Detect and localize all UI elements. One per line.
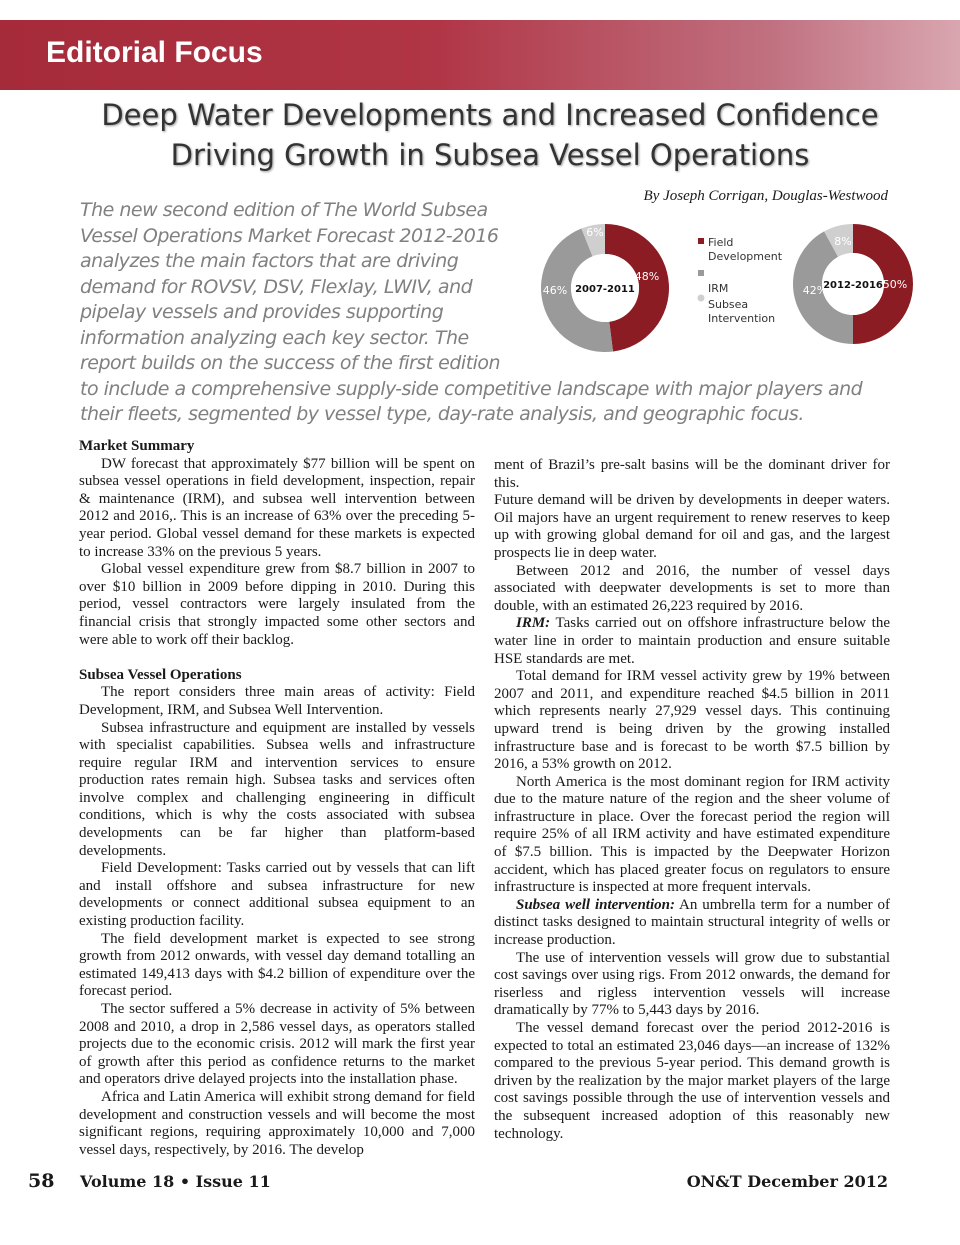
legend-label-int-2: Intervention xyxy=(708,312,776,325)
paragraph: The report considers three main areas of activity: Field Development, IRM, and Subsea Well Intervention. xyxy=(79,684,475,718)
paragraph: ment of Brazil’s pre-salt basins will be the dominant driver for this. xyxy=(494,457,890,491)
paragraph: Global vessel expenditure grew from $8.7 billion in 2007 to over $10 billion in 2009 before dipping in 2010. During this period, vessel contractors were largely insulated from the financial crisis that strongly impacted some other sectors and were able to work off their backlog. xyxy=(79,561,475,648)
legend-swatch-irm xyxy=(698,270,704,276)
paragraph: North America is the most dominant region for IRM activity due to the mature nature of the region and the sheer volume of infrastructure in place. Over the forecast period the region will require 25% of all IRM activity and have estimated expenditure of $7.5 billion. This is impacted by the Deepwater Horizon accident, which has placed greater focus on regulators to ensure infrastructure is inspected at more frequent intervals. xyxy=(494,773,890,896)
paragraph: Subsea infrastructure and equipment are installed by vessels with specialist capabilities. Subsea wells and infrastructure require regular IRM and intervention services to ensure production rates remain high. Subsea tasks and services often involve complex and challenging engineering in difficult conditions, which is why the costs associated with subsea developments can be far higher than platform-based developments. xyxy=(79,719,475,859)
legend-swatch-intervention xyxy=(698,295,705,302)
lead-in-irm: IRM: xyxy=(516,615,551,632)
left-column xyxy=(79,438,475,1159)
legend-label-field-2: Development xyxy=(708,250,783,263)
paragraph: Field Development: Tasks carried out by vessels that can lift and install offshore and subsea infrastructure for new developments or connect additional subsea equipment to an existing production facility. xyxy=(79,860,475,930)
page-footer xyxy=(0,1170,960,1194)
donut-chart-2012-2016 xyxy=(793,224,913,344)
paragraph: Africa and Latin America will exhibit strong demand for field development and construction vessels and will become the most significant regions, requiring approximately 10,000 and 7,000 vessel days, respectively, by 2016. The develop xyxy=(79,1088,475,1158)
intro-text: The new second edition of The World Subsea Vessel Operations Market Forecast 2012-2016 analyzes the main factors that are driving demand for ROVSV, DSV, Flexlay, LWIV, and pipelay vessels and provides supporting information analyzing each key sector. The report builds on the success of the first edition to include a comprehensive supply-side competitive landscape with major players and their fleets, segmented by vessel type, day-rate analysis, and geographic focus. xyxy=(80,199,863,425)
paragraph-irm: IRM: Tasks carried out on offshore infrastructure below the water line in order to maintain production and ensure suitable HSE standards are met. xyxy=(494,615,890,667)
legend-label-int-1: Subsea xyxy=(708,298,749,311)
article-headline xyxy=(40,95,940,175)
publication-date: ON&T December 2012 xyxy=(686,1172,888,1191)
headline-line-1: Deep Water Developments and Increased Confidence xyxy=(101,98,879,132)
page-number: 58 xyxy=(28,1170,55,1192)
heading-market-summary: Market Summary xyxy=(79,438,195,454)
issue-info: Volume 18 • Issue 11 xyxy=(80,1172,271,1191)
donut-center-label: 2012-2016 xyxy=(823,280,883,291)
donut-data-label: 8% xyxy=(834,235,852,248)
paragraph: Total demand for IRM vessel activity grew by 19% between 2007 and 2011, and expenditure reached $4.5 billion in 2011 which represents nearly 27,929 vessel days. This continuing upward trend is being driven by the growing installed infrastructure base and is forecast to be worth $7.5 billion by 2016, a 53% growth on 2012. xyxy=(494,668,890,773)
paragraph: DW forecast that approximately $77 billion will be spent on subsea vessel operations in field development, inspection, repair & maintenance (IRM), and subsea well intervention between 2012 and 2016,. This is an increase of 63% over the preceding 5-year period. Global vessel demand for these markets is expected to increase 33% on the previous 5 years. xyxy=(79,455,475,560)
heading-subsea-ops: Subsea Vessel Operations xyxy=(79,666,242,683)
paragraph: The vessel demand forecast over the period 2012-2016 is expected to total an estimated 23,046 days—an increase of 132% compared to the previous 5-year period. This demand growth is driven by the realization by the major market players of the large cost savings possible through the use of intervention vessels and the subsequent increased adoption of this reasonably new technology. xyxy=(494,1020,890,1142)
legend-swatch-field xyxy=(698,238,704,244)
donut-chart-2007-2011 xyxy=(541,224,669,352)
donut-data-label: 48% xyxy=(634,270,660,283)
byline: By Joseph Corrigan, Douglas-Westwood xyxy=(643,188,888,204)
section-label: Editorial Focus xyxy=(46,36,263,69)
paragraph: Between 2012 and 2016, the number of vessel days associated with deepwater developments is set to more than double, with an estimated 26,223 required by 2016. xyxy=(494,562,890,614)
legend-label-irm: IRM xyxy=(708,282,729,295)
donut-center-label: 2007-2011 xyxy=(575,284,635,295)
donut-charts xyxy=(535,218,915,358)
legend-label-field-1: Field xyxy=(708,236,734,249)
donut-data-label: 42% xyxy=(802,284,828,297)
donut-data-label: 50% xyxy=(882,278,908,291)
paragraph: The field development market is expected to see strong growth from 2012 onwards, with vessel day demand totalling an estimated 149,413 days with $4.2 billion of expenditure over the forecast period. xyxy=(79,930,475,1000)
donut-data-label: 6% xyxy=(586,226,604,239)
section-banner xyxy=(0,20,960,90)
donut-data-label: 46% xyxy=(542,284,568,297)
paragraph-intervention: Subsea well intervention: An umbrella term for a number of distinct tasks designed to maintain structural integrity of wells or increase production. xyxy=(494,896,890,949)
lead-in-intervention: Subsea well intervention: xyxy=(516,896,675,913)
right-column xyxy=(494,457,890,1143)
headline-line-2: Driving Growth in Subsea Vessel Operations xyxy=(170,138,810,172)
paragraph: The use of intervention vessels will grow due to substantial cost savings over using rigs. From 2012 onwards, the demand for riserless and rigless intervention vessels will increase dramatically by 77% to 5,443 days by 2016. xyxy=(494,949,890,1019)
chart-legend xyxy=(698,236,783,325)
paragraph: The sector suffered a 5% decrease in activity of 5% between 2008 and 2010, a drop in 2,586 vessel days, as operators stalled projects due to the economic crisis. 2012 will mark the first year of growth after this period as confidence returns to the market and operators drive delayed projects into the installation phase. xyxy=(79,1001,475,1088)
paragraph: Future demand will be driven by developments in deeper waters. Oil majors have an urgent requirement to renew reserves to keep up with growing global demand for oil and gas, and the largest prospects lie in deep water. xyxy=(494,492,890,561)
